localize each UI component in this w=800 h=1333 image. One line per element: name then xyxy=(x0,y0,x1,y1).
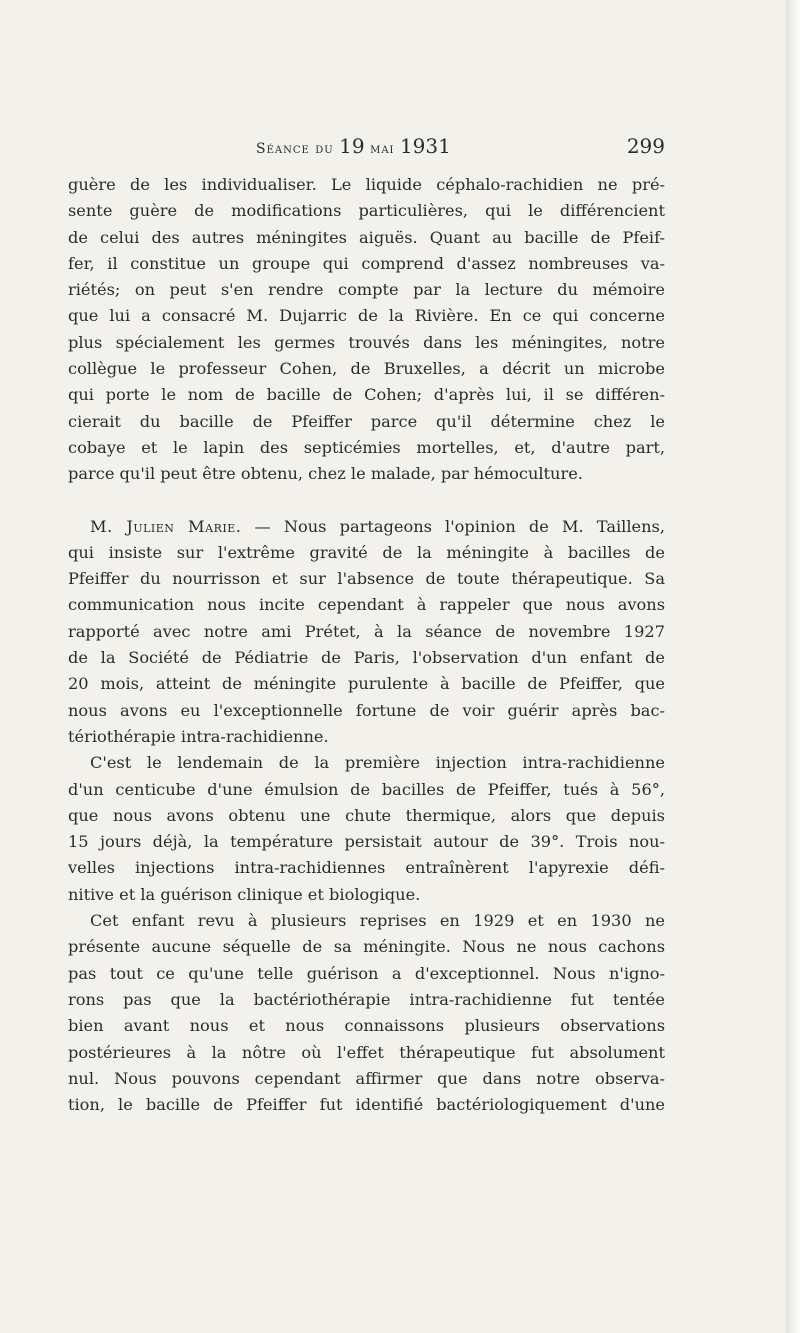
text-line: tériothérapie intra-rachidienne. xyxy=(68,726,329,746)
page-edge-shadow xyxy=(786,0,800,1333)
text-line: cierait du bacille de Pfeiffer parce qu'il détermine chez le xyxy=(68,411,665,431)
text-line: d'un centicube d'une émulsion de bacilles de Pfeiffer, tués à 56°, xyxy=(68,779,665,799)
running-title-prefix: Séance du xyxy=(256,141,340,157)
paragraph-1 xyxy=(68,172,665,488)
text-line: postérieures à la nôtre où l'effet thérapeutique fut absolument xyxy=(68,1042,665,1062)
speaker-line xyxy=(68,514,665,540)
text-line: collègue le professeur Cohen, de Bruxelles, a décrit un microbe xyxy=(68,359,665,379)
text-line: de la Société de Pédiatrie de Paris, l'observation d'un enfant de xyxy=(68,648,665,668)
text-line: Pfeiffer du nourrisson et sur l'absence de toute thérapeutique. Sa xyxy=(68,569,665,589)
text-line: velles injections intra-rachidiennes entraînèrent l'apyrexie défi- xyxy=(68,858,665,878)
text-line: riétés; on peut s'en rendre compte par la lecture du mémoire xyxy=(68,280,665,300)
text-line: cobaye et le lapin des septicémies mortelles, et, d'autre part, xyxy=(68,437,665,457)
text-line: C'est le lendemain de la première injection intra-rachidienne xyxy=(90,753,665,773)
text-line: bien avant nous et nous connaissons plusieurs observations xyxy=(68,1016,665,1036)
paragraph-3 xyxy=(68,750,665,908)
running-title-month: mai xyxy=(364,141,400,157)
text-line: présente aucune séquelle de sa méningite. Nous ne nous cachons xyxy=(68,937,665,957)
text-line: de celui des autres méningites aiguës. Quant au bacille de Pfeif- xyxy=(68,227,665,247)
text-line: nitive et la guérison clinique et biologique. xyxy=(68,884,421,904)
text-line: Cet enfant revu à plusieurs reprises en 1929 et en 1930 ne xyxy=(90,911,665,931)
text-line: rapporté avec notre ami Prétet, à la séance de novembre 1927 xyxy=(68,621,665,641)
text-line: nous avons eu l'exceptionnelle fortune de voir guérir après bac- xyxy=(68,700,665,720)
running-title-year: 1931 xyxy=(399,134,451,158)
page-number: 299 xyxy=(626,134,665,158)
text-line: communication nous incite cependant à rappeler que nous avons xyxy=(68,595,665,615)
running-title xyxy=(256,134,451,158)
text-line: que nous avons obtenu une chute thermique, alors que depuis xyxy=(68,805,665,825)
text-line: sente guère de modifications particulières, qui le différencient xyxy=(68,201,665,221)
text-line: tion, le bacille de Pfeiffer fut identifié bactériologiquement d'une xyxy=(68,1095,665,1115)
page-header xyxy=(68,132,665,162)
speaker-line-text: — Nous partageons l'opinion de M. Taillens, xyxy=(241,516,665,536)
text-line: qui porte le nom de bacille de Cohen; d'après lui, il se différen- xyxy=(68,385,665,405)
text-line: que lui a consacré M. Dujarric de la Rivière. En ce qui concerne xyxy=(68,306,665,326)
text-line: 15 jours déjà, la température persistait autour de 39°. Trois nou- xyxy=(68,832,665,852)
text-line: 20 mois, atteint de méningite purulente à bacille de Pfeiffer, que xyxy=(68,674,665,694)
text-line: plus spécialement les germes trouvés dans les méningites, notre xyxy=(68,332,665,352)
text-line: fer, il constitue un groupe qui comprend d'assez nombreuses va- xyxy=(68,253,665,273)
paragraph-4 xyxy=(68,908,665,1118)
text-line: rons pas que la bactériothérapie intra-rachidienne fut tentée xyxy=(68,989,665,1009)
body-text xyxy=(68,172,665,1118)
running-title-day: 19 xyxy=(339,134,365,158)
text-line: pas tout ce qu'une telle guérison a d'exceptionnel. Nous n'igno- xyxy=(68,963,665,983)
paragraph-2 xyxy=(68,514,665,751)
text-line: guère de les individualiser. Le liquide céphalo-rachidien ne pré- xyxy=(68,175,665,194)
paragraph-gap xyxy=(68,488,665,514)
text-line: qui insiste sur l'extrême gravité de la méningite à bacilles de xyxy=(68,542,665,562)
text-line: nul. Nous pouvons cependant affirmer que dans notre observa- xyxy=(68,1068,665,1088)
text-line: parce qu'il peut être obtenu, chez le malade, par hémoculture. xyxy=(68,464,583,484)
speaker-name: M. Julien Marie. xyxy=(90,516,242,536)
